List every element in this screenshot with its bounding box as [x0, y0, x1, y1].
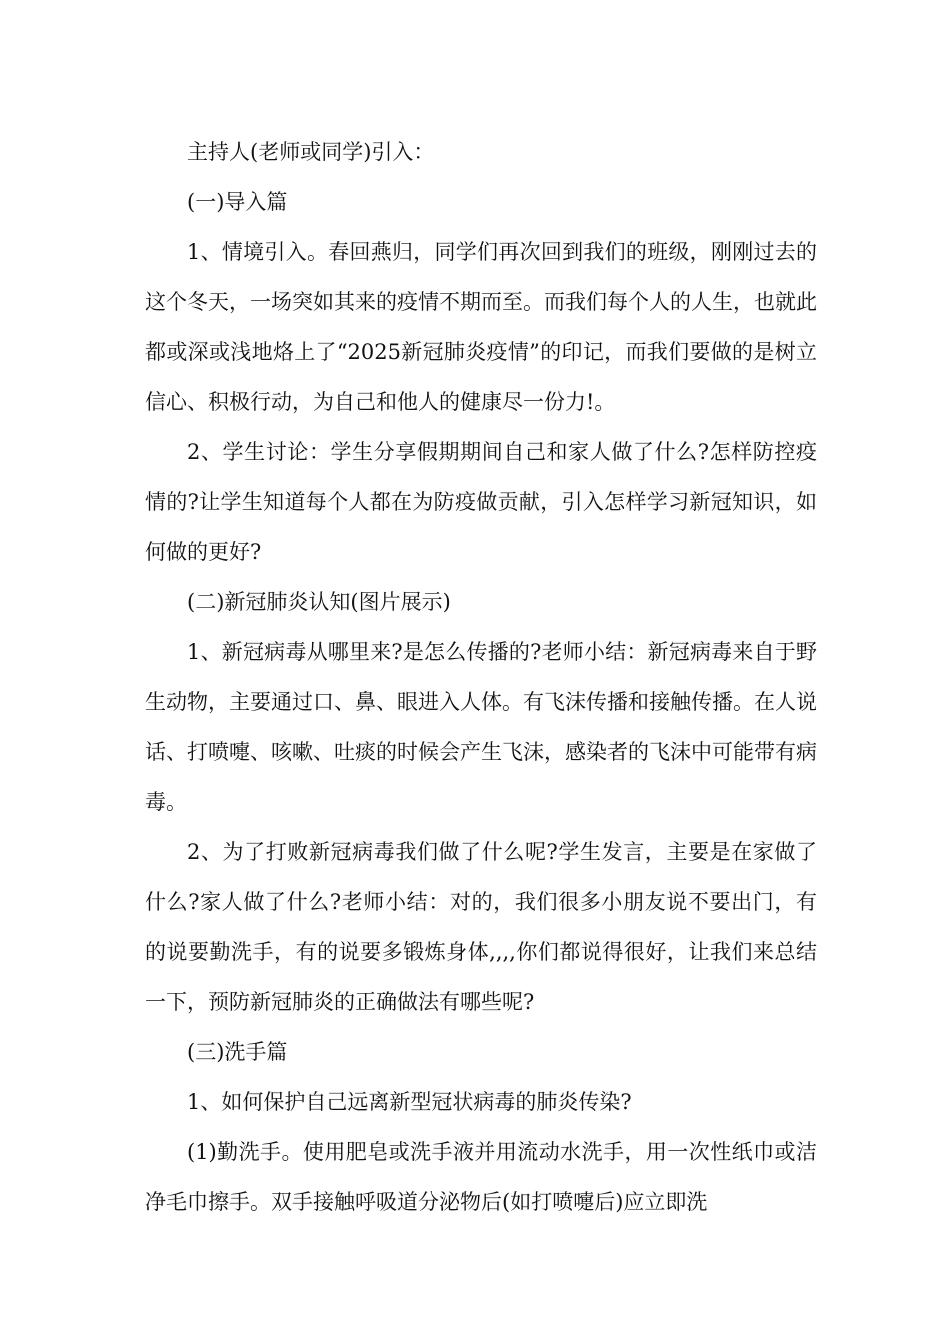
- paragraph-host-intro: 主持人(老师或同学)引入：: [187, 140, 435, 164]
- paragraph-defeat-virus: 2、为了打败新冠病毒我们做了什么呢?学生发言，主要是在家做了什么?家人做了什么?老师小结：对的，我们很多小朋友说不要出门，有的说要勤洗手，有的说要多锻炼身体,,,,你们都说得很好，让我们来总结一下，预防新冠肺炎的正确做法有哪些呢?: [145, 840, 817, 1014]
- paragraph-protection-question: 1、如何保护自己远离新型冠状病毒的肺炎传染?: [187, 1090, 632, 1114]
- paragraph-student-discussion: 2、学生讨论：学生分享假期期间自己和家人做了什么?怎样防控疫情的?让学生知道每个人都在为防疫做贡献，引入怎样学习新冠知识，如何做的更好?: [145, 440, 817, 564]
- paragraph-scenario-intro: 1、情境引入。春回燕归，同学们再次回到我们的班级，刚刚过去的这个冬天，一场突如其来的疫情不期而至。而我们每个人的人生，也就此都或深或浅地烙上了“2025新冠肺炎疫情”的印记，而我们要做的是树立信心、积极行动，为自己和他人的健康尽一份力!。: [145, 240, 817, 414]
- paragraph-wash-hands: (1)勤洗手。使用肥皂或洗手液并用流动水洗手，用一次性纸巾或洁净毛巾擦手。双手接触呼吸道分泌物后(如打喷嚏后)应立即洗: [145, 1140, 817, 1214]
- heading-section-3: (三)洗手篇: [187, 1040, 288, 1064]
- heading-section-2: (二)新冠肺炎认知(图片展示): [187, 590, 451, 614]
- paragraph-virus-origin: 1、新冠病毒从哪里来?是怎么传播的?老师小结：新冠病毒来自于野生动物，主要通过口、鼻、眼进入人体。有飞沫传播和接触传播。在人说话、打喷嚏、咳嗽、吐痰的时候会产生飞沫，感染者的飞沫中可能带有病毒。: [145, 640, 817, 814]
- document-body: [145, 127, 817, 1227]
- heading-section-1: (一)导入篇: [187, 190, 288, 214]
